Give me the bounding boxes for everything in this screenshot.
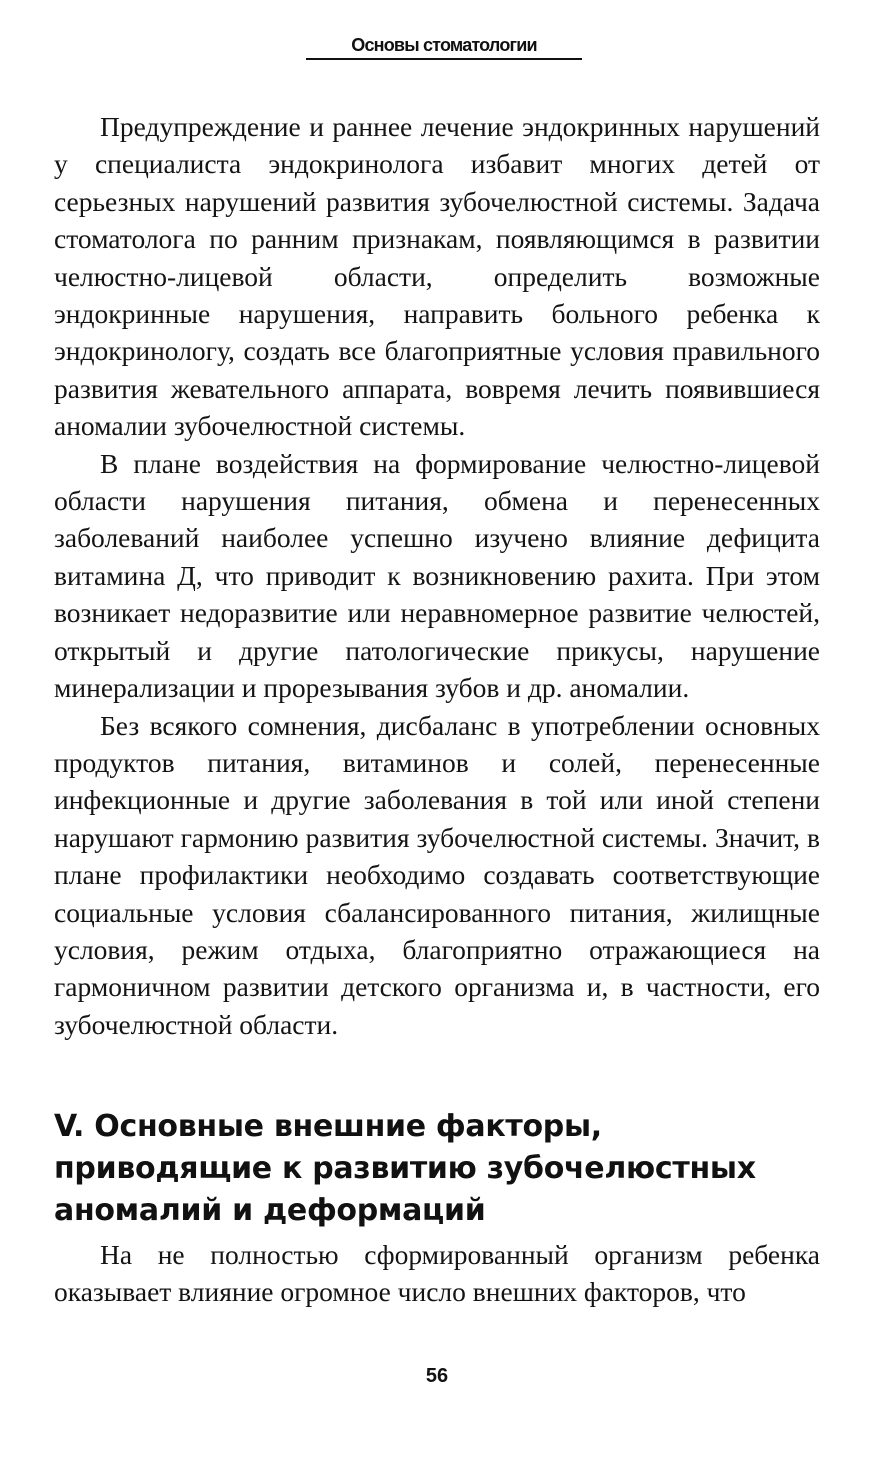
header-rule [306,58,582,60]
running-header: Основы стоматологии [351,35,537,55]
body-text [54,108,820,1043]
section-body [54,1236,820,1311]
paragraph-nutrition-balance: Без всякого сомнения, дисбаланс в употреблении основных продуктов питания, витаминов и солей, перенесенные инфекционные и другие заболевания в той или иной степени нарушают гармонию развития зубочелюстной системы. Значит, в плане профилактики необходимо создавать соответствующие социальные условия сбалансированного питания, жилищные условия, режим отдыха, благоприятно отражающиеся на гармоничном развитии детского организма и, в частности, его зубочелюстной области. [54,709,820,1040]
paragraph-external-factors: На не полностью сформированный организм ребенка оказывает влияние огромное число внешних факторов, что [54,1239,820,1308]
page-number: 56 [425,1365,449,1387]
paragraph-endocrine: Предупреждение и раннее лечение эндокринных нарушений у специалиста эндокринолога избавит многих детей от серьезных нарушений развития зубочелюстной системы. Задача стоматолога по ранним признакам, появляющимся в развитии челюстно-лицевой области, определить возможные эндокринные нарушения, направить больного ребенка к эндокринологу, создать все благоприятные условия правильного развития жевательного аппарата, вовремя лечить появившиеся аномалии зубочелюстной системы. [54,111,820,442]
section-heading: V. Основные внешние факторы, приводящие к развитию зубочелюстных аномалий и деформаций [54,1109,756,1228]
paragraph-vitamin-d: В плане воздействия на формирование челюстно-лицевой области нарушения питания, обмена и перенесенных заболеваний наиболее успешно изучено влияние дефицита витамина Д, что приводит к возникновению рахита. При этом возникает недоразвитие или неравномерное развитие челюстей, открытый и другие патологические прикусы, нарушение минерализации и прорезывания зубов и др. аномалии. [54,447,820,704]
